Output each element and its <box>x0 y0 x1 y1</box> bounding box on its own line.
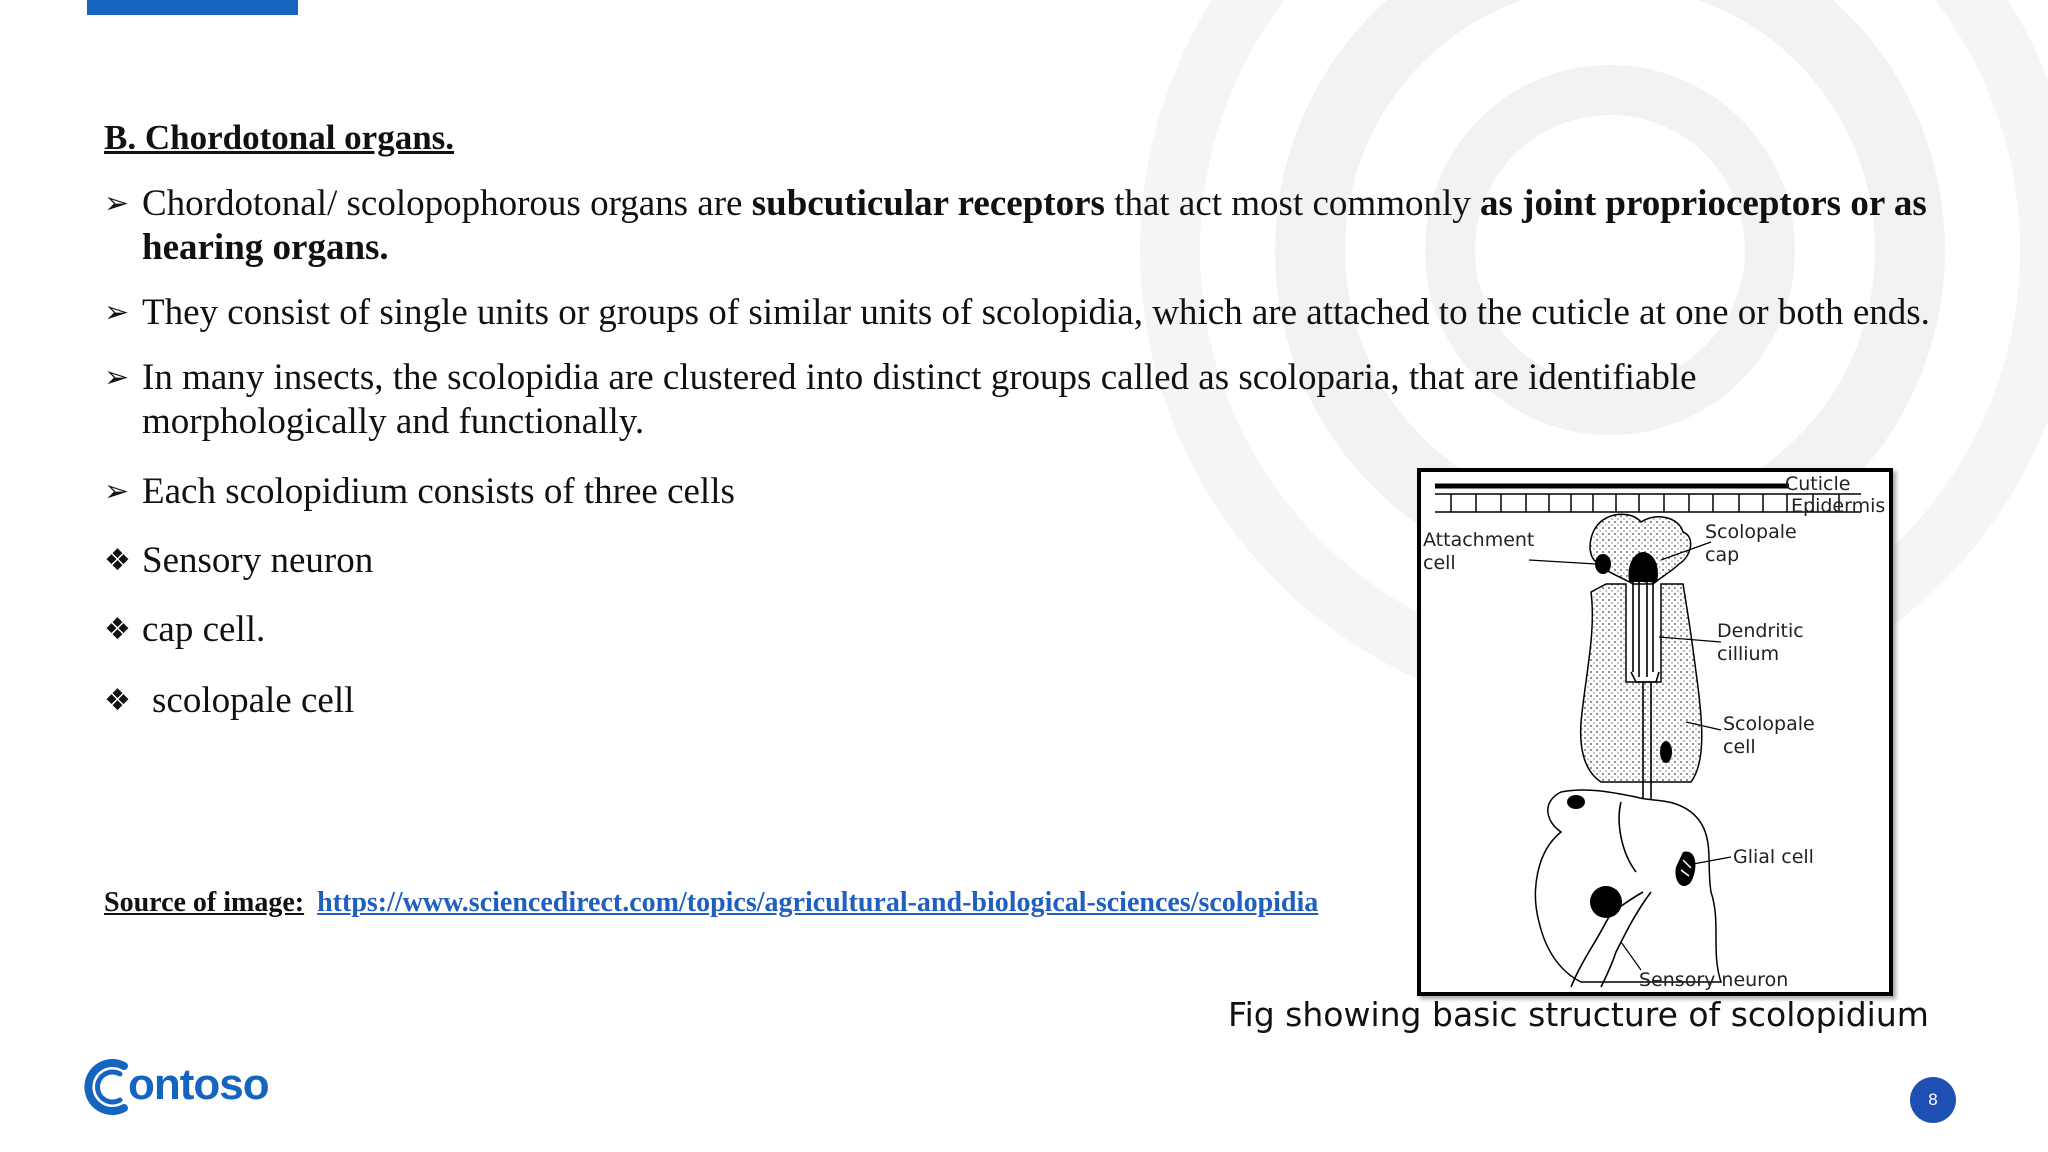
logo-wordmark: ontoso <box>128 1060 269 1109</box>
label-scolopale-cell: Scolopale <box>1723 713 1815 735</box>
sensory-neuron-nucleus <box>1590 886 1622 918</box>
source-link[interactable]: https://www.sciencedirect.com/topics/agricultural-and-biological-sciences/scolopidia <box>317 887 1319 918</box>
label-cuticle: Cuticle <box>1785 473 1851 495</box>
label-sensory-neuron: Sensory neuron <box>1639 969 1789 991</box>
bullet-text: Each scolopidium consists of three cells <box>142 471 735 512</box>
arrow-bullet-icon: ➢ <box>104 186 130 221</box>
label-scolopale-cell-line2: cell <box>1723 736 1756 758</box>
bullet-item <box>104 356 1934 444</box>
bullet-text-bold: subcuticular receptors <box>751 183 1105 224</box>
bullet-item <box>104 291 1934 335</box>
label-glial-cell: Glial cell <box>1733 846 1814 868</box>
diamond-text: Sensory neuron <box>142 540 374 581</box>
label-epidermis: Epidermis <box>1791 495 1886 517</box>
arrow-bullet-icon: ➢ <box>104 295 130 330</box>
arrow-bullet-icon: ➢ <box>104 360 130 395</box>
label-attachment: Attachment <box>1423 529 1535 551</box>
label-scolopale-cap: Scolopale <box>1705 521 1797 543</box>
top-accent-bar <box>87 0 298 15</box>
label-dendritic-line2: cillium <box>1717 643 1780 665</box>
label-scolopale-cap-line2: cap <box>1705 544 1740 566</box>
section-heading: B. Chordotonal organs. <box>104 118 455 157</box>
scolopidium-figure <box>1417 468 1893 996</box>
attachment-nucleus <box>1595 554 1611 574</box>
scolopale-nucleus <box>1660 741 1672 763</box>
scolopidium-diagram <box>1421 472 1889 992</box>
arrow-bullet-icon: ➢ <box>104 474 130 509</box>
bullet-text: In many insects, the scolopidia are clustered into distinct groups called as scoloparia, that are identifiable morphologically and functionally. <box>142 357 1697 442</box>
bullet-text: Chordotonal/ scolopophorous organs are <box>142 183 752 224</box>
glial-cell-shape <box>1535 790 1721 982</box>
glial-nucleus-small <box>1567 795 1585 809</box>
diamond-text: scolopale cell <box>152 680 355 721</box>
label-dendritic: Dendritic <box>1717 620 1804 642</box>
image-source <box>104 887 1318 919</box>
diamond-bullet-icon: ❖ <box>104 543 131 578</box>
bullet-text: They consist of single units or groups of similar units of scolopidia, which are attached to the cuticle at one or both ends. <box>142 292 1930 333</box>
source-label: Source of image: <box>104 887 305 918</box>
scolopale-cell-shape <box>1581 584 1702 782</box>
bullet-item <box>104 182 1934 270</box>
bullet-text-bold: as joint proprioceptors or as hearing organs. <box>142 183 1927 268</box>
figure-caption: Fig showing basic structure of scolopidium <box>1228 995 1929 1034</box>
label-attachment-line2: cell <box>1423 552 1456 574</box>
diamond-bullet-icon: ❖ <box>104 612 131 647</box>
diamond-bullet-icon: ❖ <box>104 683 131 718</box>
page-number-badge: 8 <box>1910 1077 1956 1123</box>
bullet-text: that act most commonly <box>1104 183 1480 224</box>
diamond-text: cap cell. <box>142 609 266 650</box>
